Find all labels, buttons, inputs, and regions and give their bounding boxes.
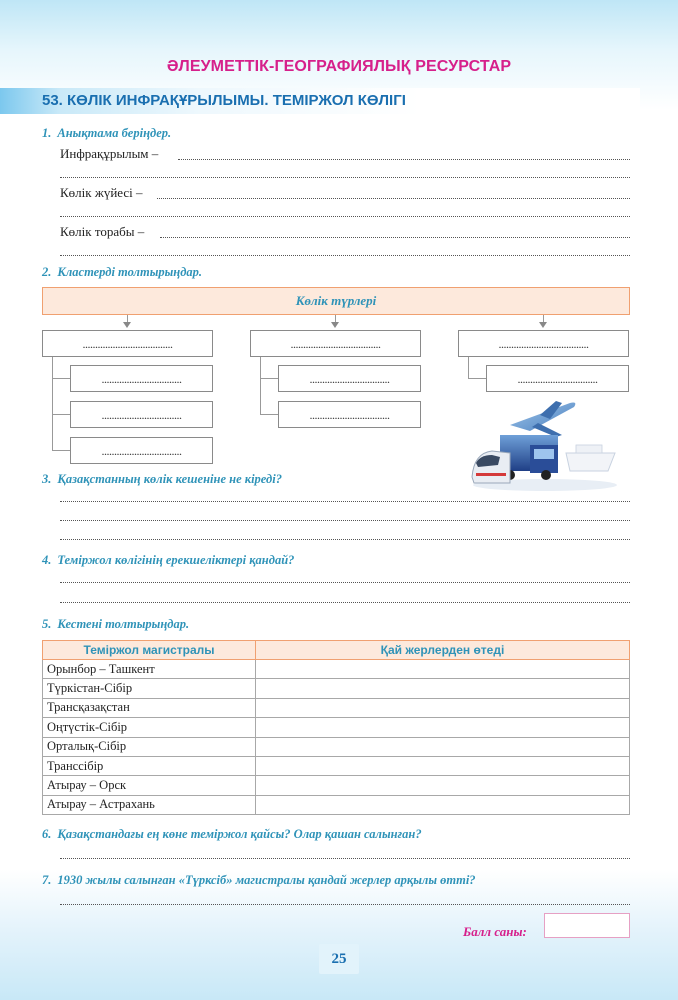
answer-line[interactable] <box>60 490 630 502</box>
table-row <box>43 776 630 795</box>
cluster-sub-box[interactable]: ................................ <box>278 365 421 392</box>
score-input[interactable] <box>544 913 630 938</box>
connector <box>52 357 53 450</box>
answer-line[interactable] <box>60 205 630 217</box>
question-5 <box>42 617 189 632</box>
question-7 <box>42 873 476 888</box>
term-infrastructure: Инфрақұрылым – <box>60 146 159 161</box>
question-number: 6. <box>42 827 52 841</box>
column-header-railway: Теміржол магистралы <box>43 641 256 660</box>
question-prompt: Анықтама беріңдер. <box>57 126 172 140</box>
question-6 <box>42 827 422 842</box>
cluster-sub-box[interactable]: ................................ <box>486 365 629 392</box>
connector <box>468 378 486 379</box>
railway-name: Түркістан-Сібір <box>43 679 256 698</box>
cluster-sub-box[interactable]: ................................ <box>278 401 421 428</box>
railway-name: Орталық-Сібір <box>43 737 256 756</box>
route-cell[interactable] <box>256 756 630 775</box>
route-cell[interactable] <box>256 718 630 737</box>
cluster-header: Көлік түрлері <box>42 287 630 315</box>
answer-line[interactable] <box>60 571 630 583</box>
cluster-sub-box[interactable]: ................................ <box>70 401 213 428</box>
connector <box>52 414 70 415</box>
cluster-box[interactable]: .................................... <box>458 330 629 357</box>
answer-line[interactable] <box>60 244 630 256</box>
question-3 <box>42 472 282 487</box>
railway-name: Атырау – Астрахань <box>43 795 256 814</box>
cluster-box[interactable]: .................................... <box>250 330 421 357</box>
cluster-box[interactable]: .................................... <box>42 330 213 357</box>
question-prompt: Қазақстандағы ең көне теміржол қайсы? Олар қашан салынған? <box>57 827 422 841</box>
answer-line[interactable] <box>60 166 630 178</box>
route-cell[interactable] <box>256 679 630 698</box>
route-cell[interactable] <box>256 795 630 814</box>
question-number: 2. <box>42 265 52 279</box>
railway-name: Транссібір <box>43 756 256 775</box>
cluster-sub-box[interactable]: ................................ <box>70 365 213 392</box>
table-row <box>43 795 630 814</box>
lesson-title: 53. КӨЛІК ИНФРАҚҰРЫЛЫМЫ. ТЕМІРЖОЛ КӨЛІГІ <box>42 92 406 109</box>
column-header-route: Қай жерлерден өтеді <box>256 641 630 660</box>
section-title: ӘЛЕУМЕТТІК-ГЕОГРАФИЯЛЫҚ РЕСУРСТАР <box>166 58 512 75</box>
railway-name: Оңтүстік-Сібір <box>43 718 256 737</box>
arrow-down-icon <box>123 322 131 328</box>
question-number: 4. <box>42 553 52 567</box>
answer-line[interactable] <box>60 591 630 603</box>
answer-line[interactable] <box>60 893 630 905</box>
table-row <box>43 660 630 679</box>
connector <box>468 357 469 378</box>
answer-line[interactable] <box>178 148 630 160</box>
route-cell[interactable] <box>256 776 630 795</box>
railway-table <box>42 640 630 815</box>
question-prompt: Кестені толтырыңдар. <box>57 617 190 631</box>
term-transport-system: Көлік жүйесі – <box>60 185 143 200</box>
question-number: 1. <box>42 126 52 140</box>
connector <box>260 414 278 415</box>
connector <box>260 357 261 414</box>
cluster-sub-box[interactable]: ................................ <box>70 437 213 464</box>
table-row <box>43 679 630 698</box>
railway-name: Трансқазақстан <box>43 698 256 717</box>
railway-name: Орынбор – Ташкент <box>43 660 256 679</box>
question-number: 3. <box>42 472 52 486</box>
table-row <box>43 737 630 756</box>
question-prompt: Қазақстанның көлік кешеніне не кіреді? <box>57 472 282 486</box>
answer-line[interactable] <box>60 528 630 540</box>
question-number: 7. <box>42 873 52 887</box>
question-prompt: 1930 жылы салынған «Түрксіб» магистралы қандай жерлер арқылы өтті? <box>57 873 476 887</box>
train-icon <box>472 451 510 483</box>
transport-illustration <box>470 395 620 493</box>
connector <box>52 450 70 451</box>
question-prompt: Кластерді толтырыңдар. <box>57 265 203 279</box>
score-label: Балл саны: <box>463 924 527 939</box>
route-cell[interactable] <box>256 737 630 756</box>
table-header-row <box>43 641 630 660</box>
answer-line[interactable] <box>60 509 630 521</box>
route-cell[interactable] <box>256 698 630 717</box>
question-2 <box>42 265 202 280</box>
question-prompt: Теміржол көлігінің ерекшеліктері қандай? <box>57 553 295 567</box>
answer-line[interactable] <box>60 847 630 859</box>
table-row <box>43 756 630 775</box>
route-cell[interactable] <box>256 660 630 679</box>
question-4 <box>42 553 294 568</box>
question-1 <box>42 126 171 141</box>
arrow-down-icon <box>539 322 547 328</box>
answer-line[interactable] <box>157 187 630 199</box>
arrow-down-icon <box>331 322 339 328</box>
table-row <box>43 718 630 737</box>
question-number: 5. <box>42 617 52 631</box>
ship-deck <box>576 445 602 453</box>
ship-icon <box>566 453 615 471</box>
page-number: 25 <box>319 944 359 974</box>
answer-line[interactable] <box>160 226 630 238</box>
table-row <box>43 698 630 717</box>
term-transport-hub: Көлік торабы – <box>60 224 145 239</box>
connector <box>260 378 278 379</box>
airplane-icon <box>510 401 575 437</box>
railway-name: Атырау – Орск <box>43 776 256 795</box>
connector <box>52 378 70 379</box>
